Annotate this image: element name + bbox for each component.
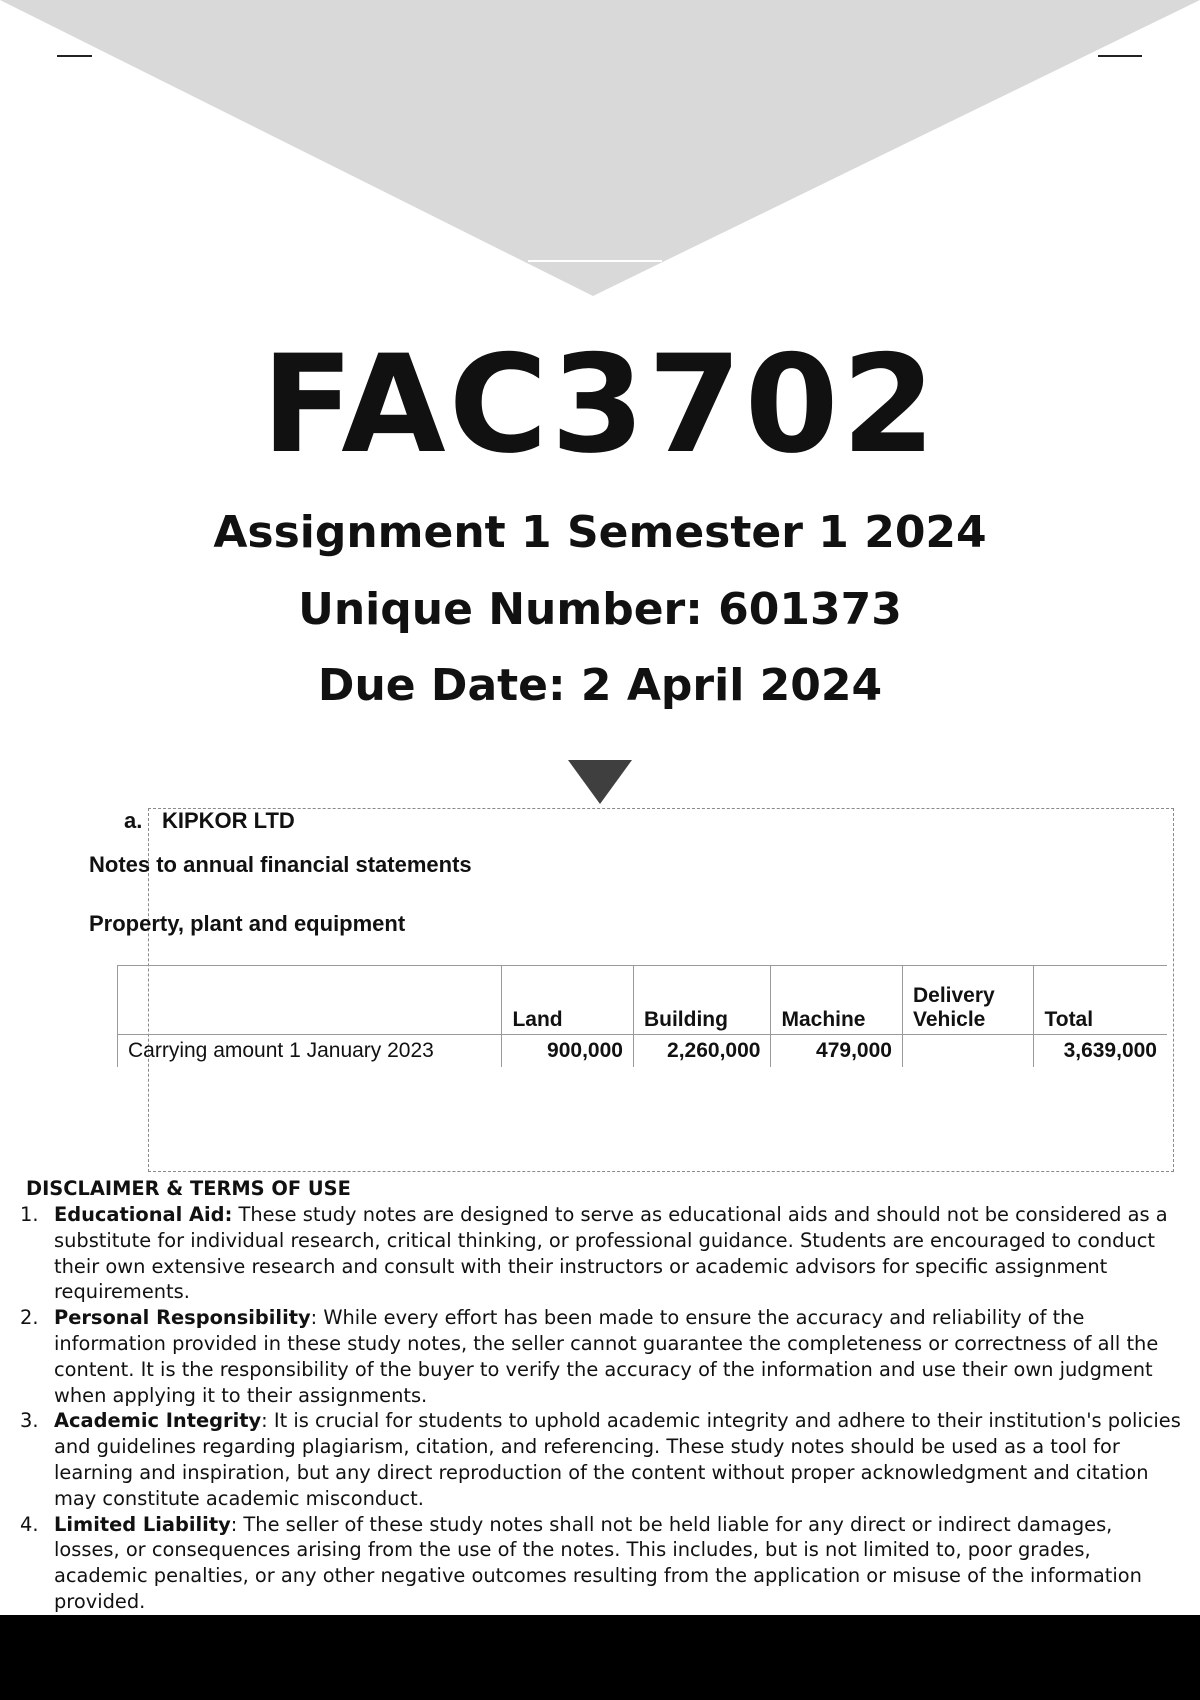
item-number: 2. <box>20 1306 39 1330</box>
company-name: KIPKOR LTD <box>162 808 295 833</box>
header-cell-total: Total <box>1034 966 1167 1035</box>
cover-banner <box>0 0 1200 300</box>
disclaimer-list <box>0 1202 1200 1615</box>
item-text: : It is crucial for students to uphold academic integrity and adhere to their institution's policies and guidelines regarding plagiarism, citation, and referencing. These study notes should be used as a tool for learning and inspiration, but any direct reproduction of the content without proper acknowledgment and citation may constitute academic misconduct. <box>54 1409 1181 1510</box>
item-number: 4. <box>20 1512 39 1536</box>
item-text: : While every effort has been made to ensure the accuracy and reliability of the information provided in these study notes, the seller cannot guarantee the completeness or correctness of all the content. It is the responsibility of the buyer to verify the accuracy of the information and use their own judgment when applying it to their assignments. <box>54 1306 1159 1407</box>
item-number: 3. <box>20 1409 39 1433</box>
disclaimer-section <box>0 1176 1200 1615</box>
course-code-title: FAC3702 <box>261 326 939 483</box>
land-cell: 900,000 <box>502 1035 634 1068</box>
item-heading: Educational Aid: <box>54 1203 233 1226</box>
ppe-table <box>117 965 1167 1067</box>
item-heading: Academic Integrity <box>54 1409 262 1433</box>
row-label-cell: Carrying amount 1 January 2023 <box>118 1035 502 1068</box>
header-cell-land: Land <box>502 966 634 1035</box>
total-cell: 3,639,000 <box>1034 1035 1167 1068</box>
item-text: These study notes are designed to serve as educational aids and should not be considered as a substitute for individual research, critical thinking, or professional guidance. Students are encouraged to conduct their own extensive research and consult with their instructors or academic advisors for specific assignment requirements. <box>54 1203 1168 1304</box>
bottom-bar <box>0 1615 1200 1700</box>
header-cell-building: Building <box>633 966 771 1035</box>
due-date-line: Due Date: 2 April 2024 <box>317 660 883 711</box>
item-number: 1. <box>20 1203 39 1226</box>
item-text: : The seller of these study notes shall not be held liable for any direct or indirect damages, losses, or consequences arising from the use of the notes. This includes, but is not limited to, poor grades, academic penalties, or any other negative outcomes resulting from the application or misuse of the information provided. <box>54 1512 1142 1613</box>
item-heading: Personal Responsibility <box>54 1306 311 1330</box>
list-item <box>0 1408 1200 1511</box>
list-item <box>0 1202 1200 1305</box>
table-header-row <box>118 966 1168 1035</box>
building-cell: 2,260,000 <box>633 1035 771 1068</box>
delivery-vehicle-cell <box>902 1035 1034 1068</box>
unique-number-line: Unique Number: 601373 <box>298 584 902 635</box>
header-cell-delivery-vehicle: Delivery Vehicle <box>902 966 1034 1035</box>
table-row <box>118 1035 1168 1068</box>
list-item <box>0 1512 1200 1615</box>
item-heading: Limited Liability <box>54 1512 231 1536</box>
machine-cell: 479,000 <box>771 1035 903 1068</box>
header-cell-label <box>118 966 502 1035</box>
assignment-line: Assignment 1 Semester 1 2024 <box>213 507 987 558</box>
section-heading: Property, plant and equipment <box>89 911 406 936</box>
header-cell-machine: Machine <box>771 966 903 1035</box>
notes-heading: Notes to annual financial statements <box>89 852 472 877</box>
down-arrow-icon <box>568 760 632 804</box>
question-label: a. <box>124 808 143 833</box>
list-item <box>0 1305 1200 1408</box>
disclaimer-title: DISCLAIMER & TERMS OF USE <box>26 1177 351 1200</box>
